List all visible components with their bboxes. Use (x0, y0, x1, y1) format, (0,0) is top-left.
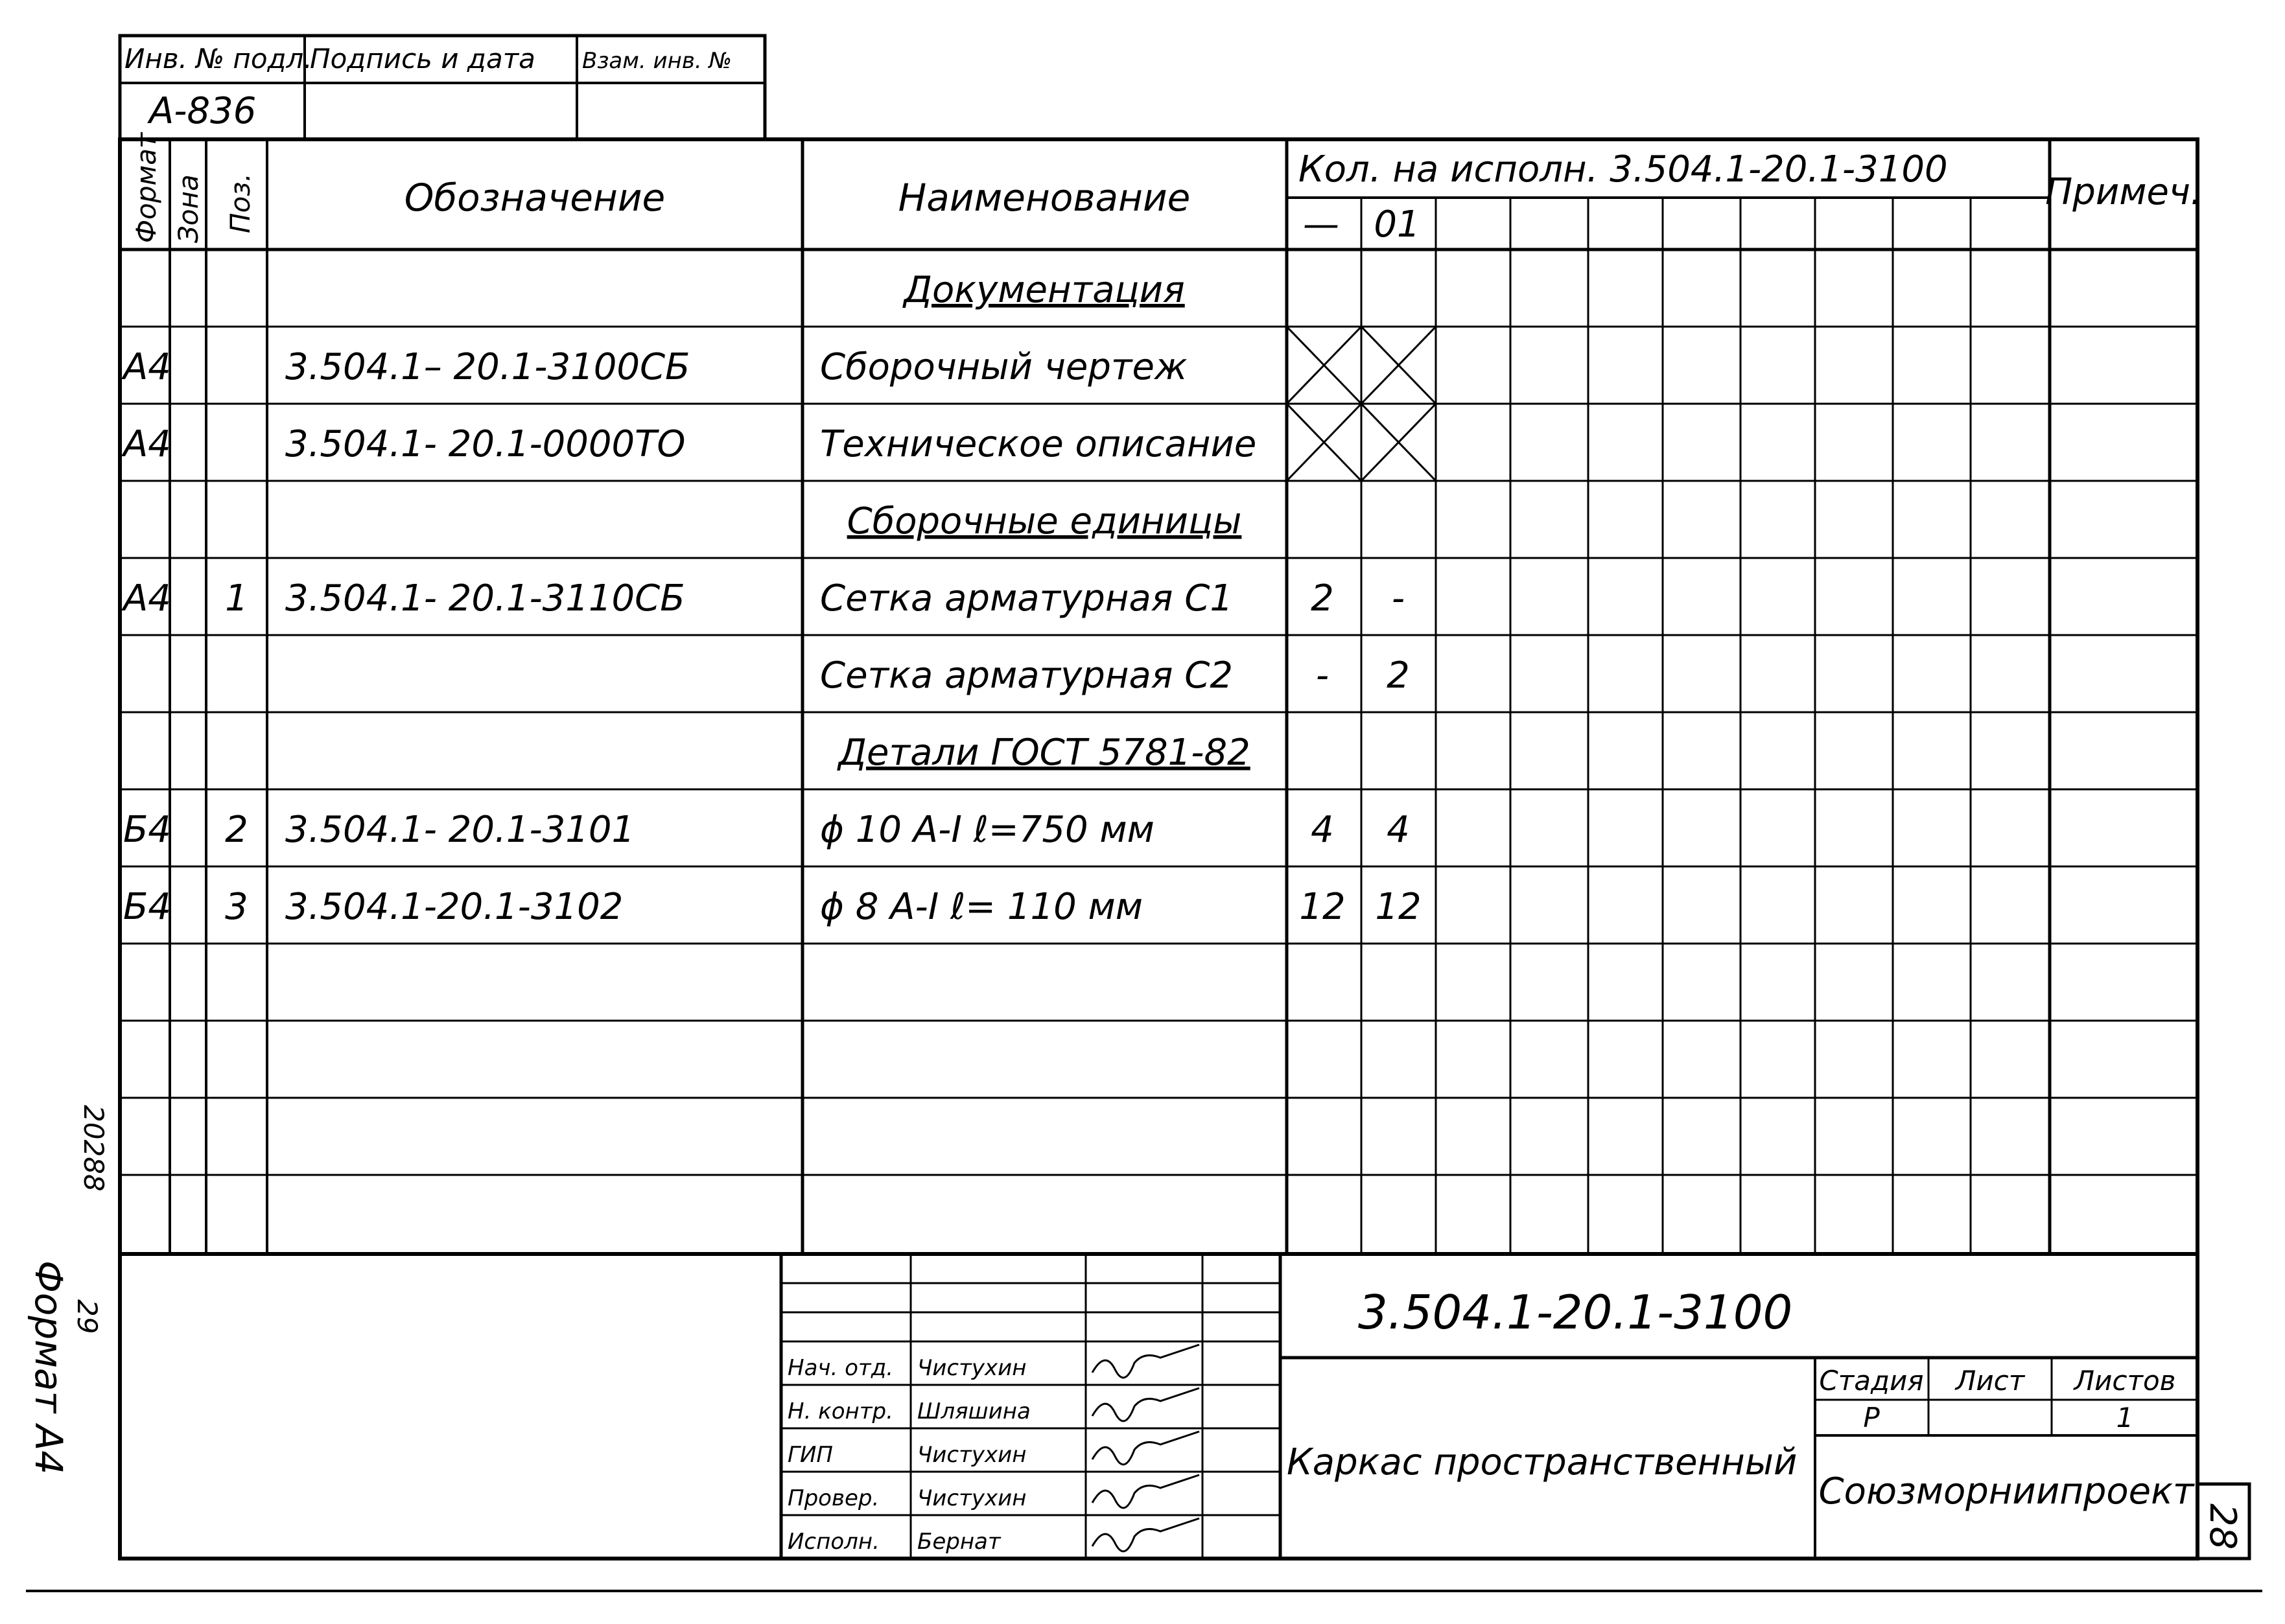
row-qty-1: 12 (1299, 885, 1346, 928)
signature-name: Чистухин (917, 1485, 1027, 1511)
row-format: Б4 (123, 885, 172, 928)
signature-role: Н. контр. (788, 1398, 893, 1424)
stage-value: Р (1863, 1402, 1880, 1433)
row-qty-2: - (1391, 577, 1405, 620)
title-text: Каркас пространственный (1287, 1441, 1798, 1483)
header-var-dash: — (1303, 203, 1339, 246)
signature-role: Исполн. (788, 1529, 880, 1555)
header-qty: Кол. на исполн. 3.504.1-20.1-3100 (1298, 148, 1948, 191)
row-designation: 3.504.1-20.1-3102 (285, 885, 624, 928)
row-qty-1: 2 (1311, 577, 1334, 620)
row-pos: 1 (225, 577, 248, 620)
row-qty-2: 4 (1387, 808, 1410, 851)
table-row (123, 809, 1410, 851)
row-name: Детали ГОСТ 5781-82 (838, 731, 1250, 774)
format-num: 29 (71, 1299, 103, 1334)
spec-rows (121, 269, 1422, 928)
row-name: ϕ 8 А-I ℓ= 110 мм (820, 885, 1143, 928)
sheets-label: Листов (2074, 1365, 2176, 1397)
row-name: Техническое описание (820, 423, 1257, 465)
signature-scribble (1092, 1518, 1199, 1551)
signature-name: Бернат (917, 1529, 1001, 1555)
signature-role: Провер. (788, 1485, 880, 1511)
table-row (820, 655, 1410, 697)
row-designation: 3.504.1- 20.1-0000ТО (285, 423, 686, 465)
format-label: Формат А4 (27, 1260, 71, 1475)
header-note: Примеч. (2045, 171, 2202, 213)
header-var-01: 01 (1374, 203, 1420, 246)
row-format: Б4 (123, 808, 172, 851)
signature-scribble (1092, 1345, 1199, 1378)
row-pos: 3 (225, 885, 248, 928)
table-row (123, 886, 1422, 928)
row-name: Сетка арматурная С1 (820, 577, 1233, 620)
signature-name: Чистухин (917, 1355, 1027, 1381)
sheets-value: 1 (2116, 1402, 2134, 1433)
signature-name: Шляшина (917, 1398, 1031, 1424)
table-row (121, 423, 1256, 465)
table-row (836, 732, 1250, 774)
signature-role: ГИП (788, 1442, 833, 1468)
row-format: А4 (123, 577, 171, 620)
stamp-inv-label: Инв. № подл. (124, 43, 312, 75)
header-designation: Обозначение (404, 176, 666, 220)
signature-name: Чистухин (917, 1442, 1027, 1468)
archive-number: 20288 (78, 1105, 110, 1192)
organization: Союзморниипроект (1818, 1470, 2194, 1513)
page-number: 28 (2201, 1503, 2244, 1550)
row-designation: 3.504.1- 20.1-3110СБ (285, 577, 685, 620)
row-qty-2: 2 (1387, 654, 1410, 697)
row-qty-2: 12 (1375, 885, 1422, 928)
table-row (847, 500, 1242, 542)
row-designation: 3.504.1– 20.1-3100СБ (285, 345, 690, 388)
row-qty-1: - (1315, 654, 1330, 697)
stamp-sign-label: Подпись и дата (310, 43, 535, 75)
table-row (121, 577, 1405, 620)
header-zone: Зона (172, 174, 204, 243)
header-format: Формат (130, 132, 162, 243)
sheet-label: Лист (1955, 1365, 2025, 1397)
row-format: А4 (123, 345, 171, 388)
table-row (121, 346, 1187, 388)
title-doc-number: 3.504.1-20.1-3100 (1358, 1285, 1793, 1340)
row-pos: 2 (225, 808, 248, 851)
row-format: А4 (123, 423, 171, 465)
signature-scribble (1092, 1388, 1199, 1421)
header-name: Наименование (898, 176, 1191, 220)
signature-role: Нач. отд. (788, 1355, 894, 1381)
signature-scribble (1092, 1432, 1199, 1465)
stamp-inv-value: А-836 (149, 90, 257, 132)
table-row (902, 269, 1184, 311)
signature-scribble (1092, 1475, 1199, 1508)
row-name: Сетка арматурная С2 (820, 654, 1233, 697)
row-name: Сборочные единицы (847, 500, 1242, 542)
row-designation: 3.504.1- 20.1-3101 (285, 808, 635, 851)
row-name: Сборочный чертеж (820, 345, 1188, 388)
signature-list (788, 1345, 1199, 1555)
row-qty-1: 4 (1311, 808, 1334, 851)
header-pos: Поз. (224, 173, 256, 233)
row-name: Документация (904, 268, 1185, 311)
stage-label: Стадия (1819, 1365, 1924, 1397)
row-name: ϕ 10 А-I ℓ=750 мм (820, 808, 1154, 851)
stamp-replace-label: Взам. инв. № (582, 48, 732, 74)
